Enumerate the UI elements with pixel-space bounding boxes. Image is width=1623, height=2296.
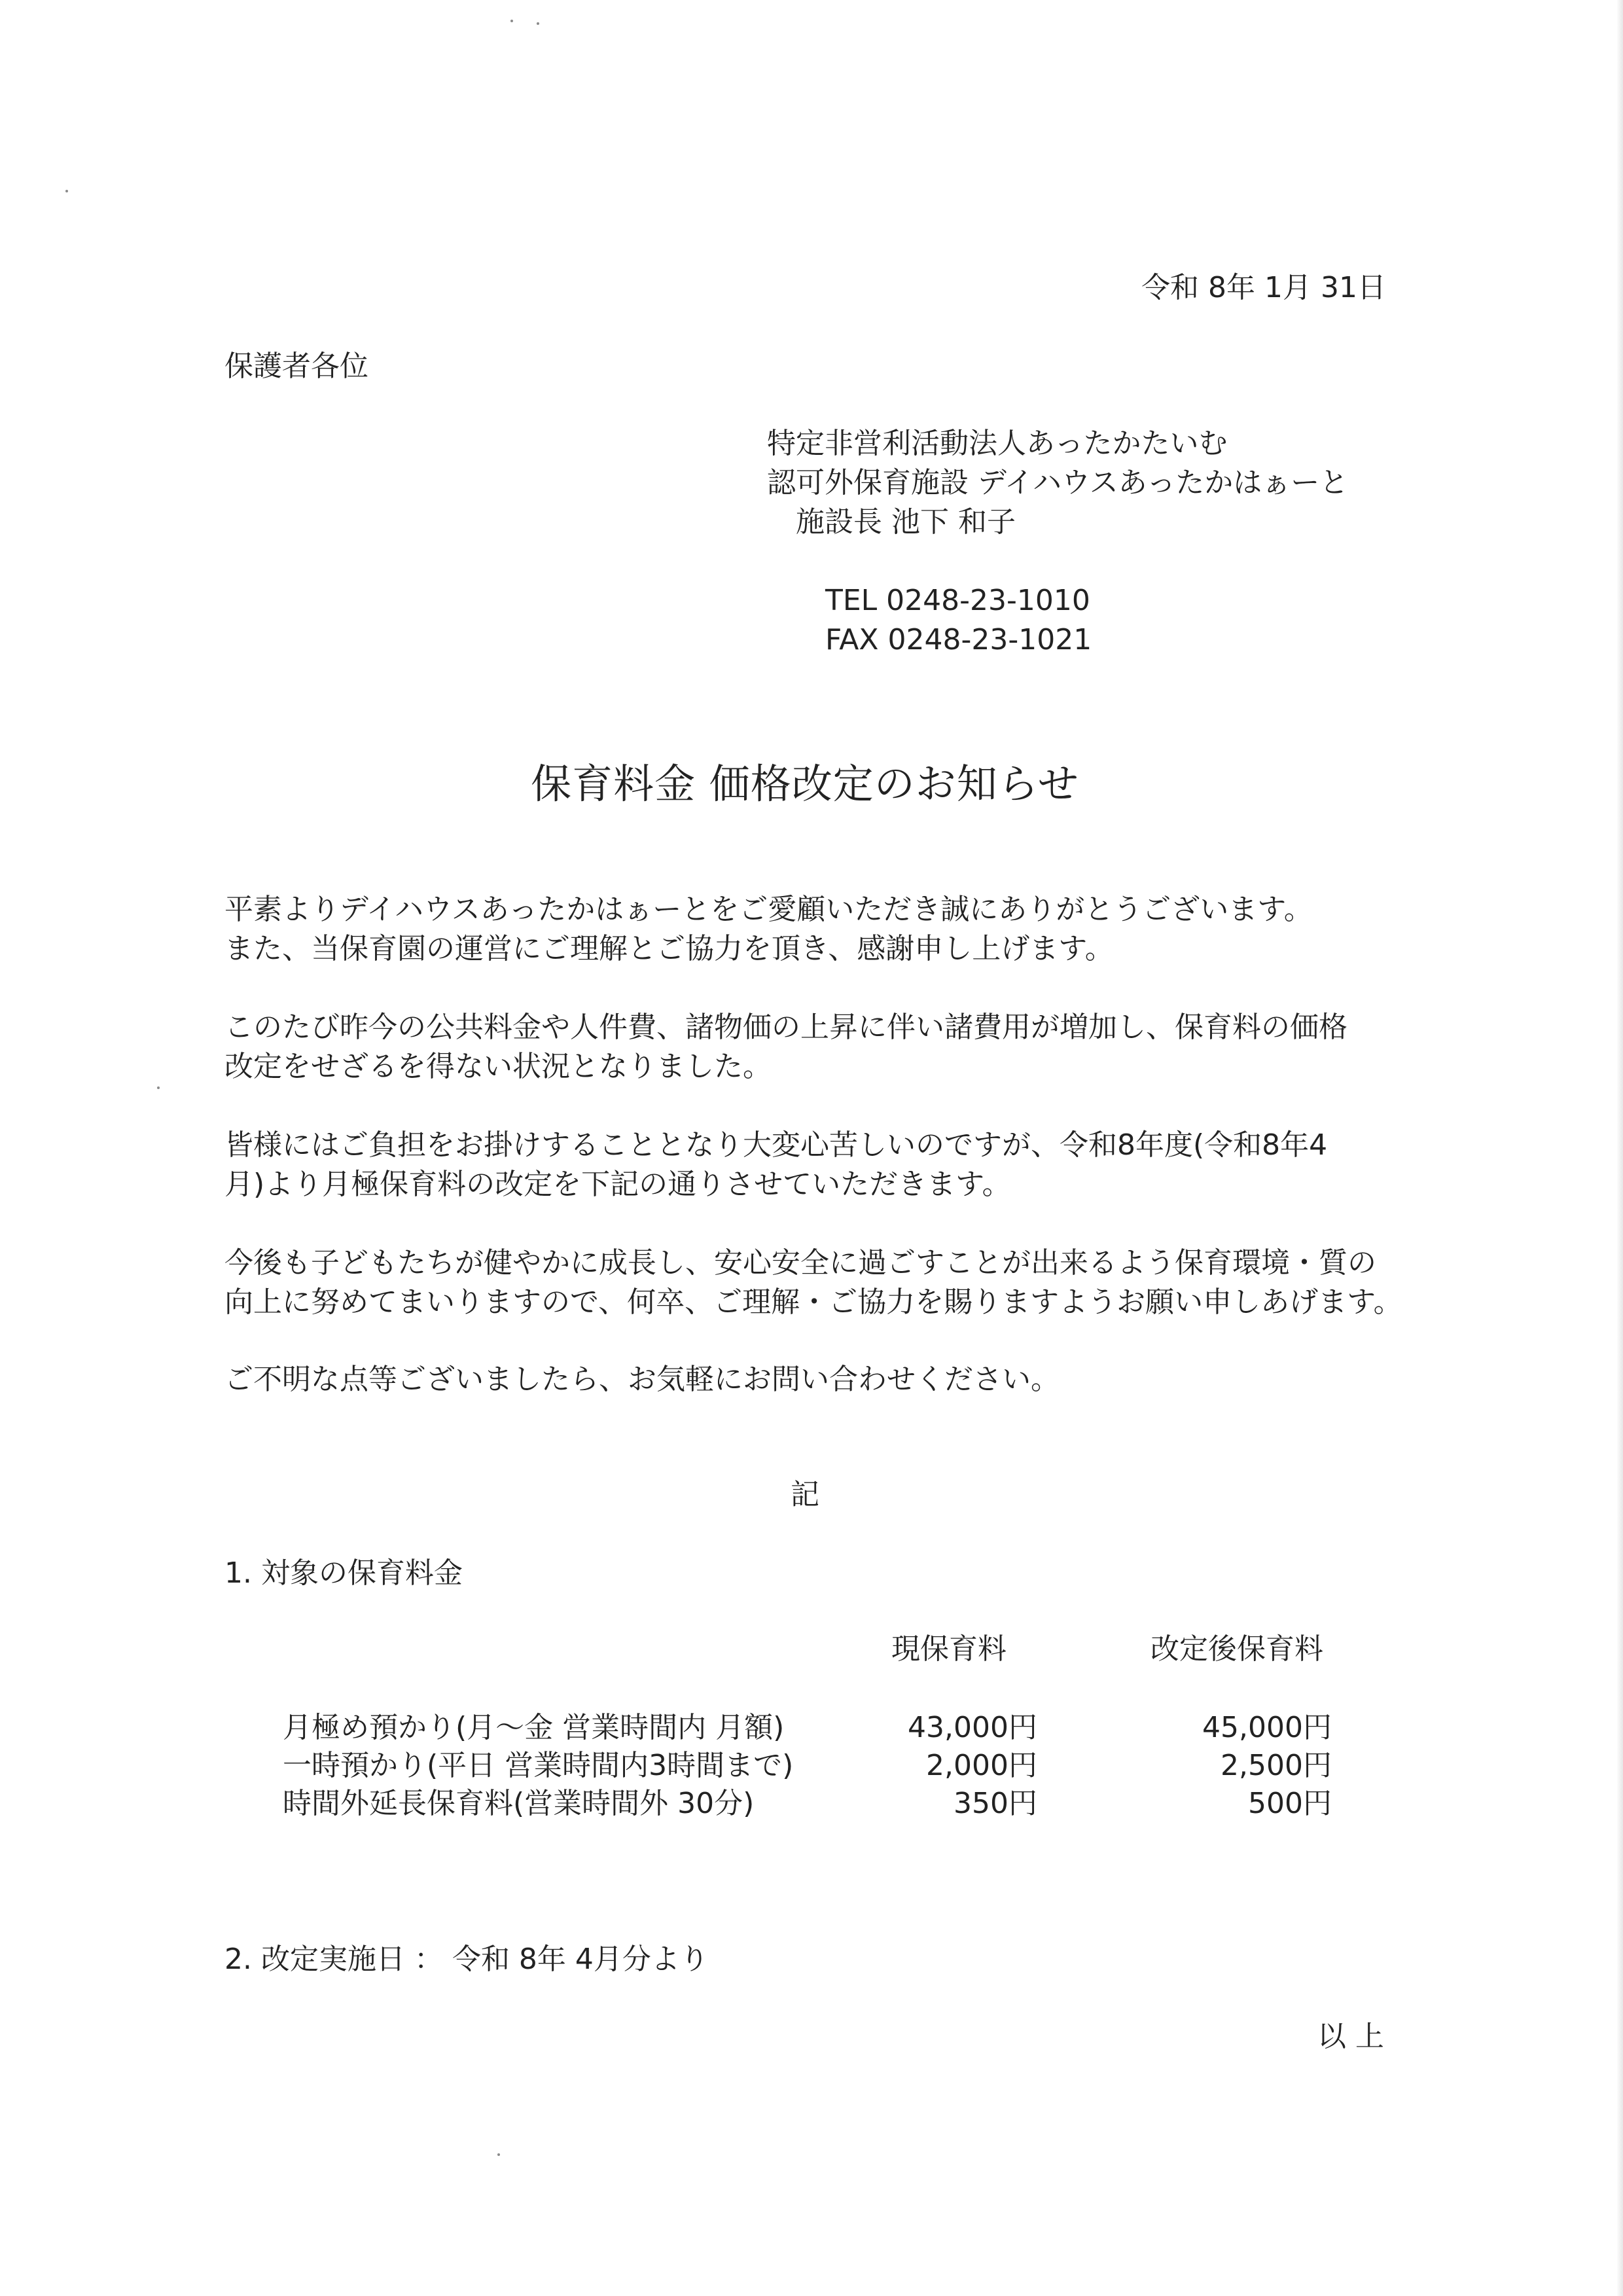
paragraph-line: 改定をせざるを得ない状況となりました。 xyxy=(224,1050,772,1083)
fee-row-revised: 500円 xyxy=(1248,1787,1332,1820)
paragraph-line: このたび昨今の公共料金や人件費、諸物価の上昇に伴い諸費用が増加し、保育料の価格 xyxy=(224,1011,1347,1044)
fee-row-revised: 45,000円 xyxy=(1202,1711,1332,1744)
sender-director: 施設長 池下 和子 xyxy=(796,505,1016,539)
document-title: 保育料金 価格改定のお知らせ xyxy=(531,760,1079,808)
closing-ijou: 以 上 xyxy=(1317,2020,1384,2053)
sender-organization: 特定非営利活動法人あったかたいむ xyxy=(767,427,1228,460)
recipient: 保護者各位 xyxy=(224,350,368,383)
ki-heading: 記 xyxy=(791,1478,819,1511)
sender-fax: FAX 0248-23-1021 xyxy=(825,623,1092,656)
document-date: 令和 8年 1月 31日 xyxy=(1141,271,1386,304)
scan-speck xyxy=(65,190,68,192)
column-header-current: 現保育料 xyxy=(891,1632,1007,1666)
fee-row-revised: 2,500円 xyxy=(1221,1749,1332,1782)
section1-heading: 1. 対象の保育料金 xyxy=(224,1556,463,1590)
fee-row-item: 月極め預かり(月～金 営業時間内 月額) xyxy=(283,1711,785,1744)
fee-row-current: 43,000円 xyxy=(908,1711,1037,1744)
paragraph-line: ご不明な点等ございましたら、お気軽にお問い合わせください。 xyxy=(224,1363,1060,1396)
sender-facility: 認可外保育施設 デイハウスあったかはぁーと xyxy=(767,466,1349,499)
fee-row-item: 一時預かり(平日 営業時間内3時間まで) xyxy=(283,1749,794,1782)
column-header-revised: 改定後保育料 xyxy=(1150,1632,1323,1666)
scan-speck xyxy=(157,1086,160,1089)
scan-speck xyxy=(497,2153,500,2156)
paragraph-line: 今後も子どもたちが健やかに成長し、安心安全に過ごすことが出来るよう保育環境・質の xyxy=(224,1246,1376,1280)
fee-row-current: 2,000円 xyxy=(926,1749,1037,1782)
sender-tel: TEL 0248-23-1010 xyxy=(825,584,1090,617)
section2-effective-date: 2. 改定実施日 ： 令和 8年 4月分より xyxy=(224,1943,709,1976)
scan-speck xyxy=(510,20,513,22)
scan-speck xyxy=(537,22,539,25)
paragraph-line: 平素よりデイハウスあったかはぁーとをご愛顧いただき誠にありがとうございます。 xyxy=(224,893,1313,926)
page-edge-shadow xyxy=(1616,0,1623,2296)
paragraph-line: 皆様にはご負担をお掛けすることとなり大変心苦しいのですが、令和8年度(令和8年4 xyxy=(224,1128,1328,1162)
fee-row-item: 時間外延長保育料(営業時間外 30分) xyxy=(283,1787,755,1820)
paragraph-line: 月)より月極保育料の改定を下記の通りさせていただきます。 xyxy=(224,1168,1011,1201)
fee-row-current: 350円 xyxy=(954,1787,1037,1820)
paragraph-line: 向上に努めてまいりますので、何卒、ご理解・ご協力を賜りますようお願い申しあげます。 xyxy=(224,1285,1402,1319)
paragraph-line: また、当保育園の運営にご理解とご協力を頂き、感謝申し上げます。 xyxy=(224,932,1114,965)
